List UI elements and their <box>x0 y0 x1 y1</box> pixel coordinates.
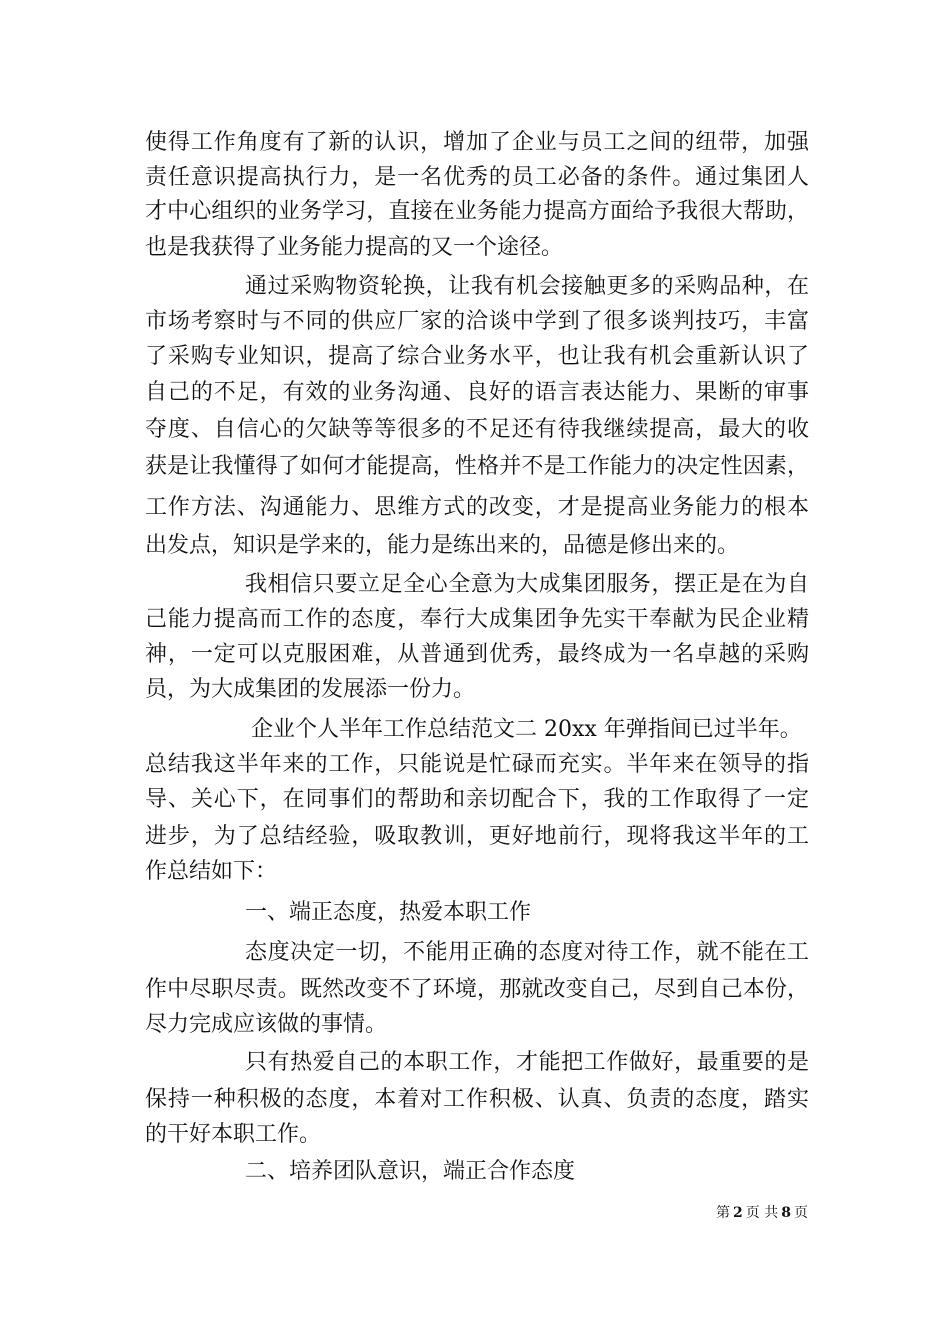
text-line: 作总结如下： <box>145 859 278 884</box>
footer-prefix: 第 <box>716 1205 731 1221</box>
page-footer <box>716 1204 808 1222</box>
text-line: 获是让我懂得了如何才能提高，性格并不是工作能力的决定性因素， <box>145 454 809 479</box>
text-line: 才中心组织的业务学习，直接在业务能力提高方面给予我很大帮助， <box>145 199 809 224</box>
text-line: 员，为大成集团的发展添一份力。 <box>145 677 476 702</box>
text-line: 通过采购物资轮换，让我有机会接触更多的采购品种，在 <box>245 274 809 299</box>
page-total: 8 <box>781 1205 791 1221</box>
text-line: 企业个人半年工作总结范文二 20xx 年弹指间已过半年。 <box>251 717 802 742</box>
text-line: 工作方法、沟通能力、思维方式的改变，才是提高业务能力的根本 <box>145 495 809 520</box>
text-line: 夺度、自信心的欠缺等等很多的不足还有待我继续提高，最大的收 <box>145 417 809 442</box>
text-line: 神，一定可以克服困难，从普通到优秀，最终成为一名卓越的采购 <box>145 642 809 667</box>
text-line: 进步，为了总结经验，吸取教训，更好地前行，现将我这半年的工 <box>145 824 809 849</box>
text-line: 也是我获得了业务能力提高的又一个途径。 <box>145 235 564 260</box>
text-line: 尽力完成应该做的事情。 <box>145 1012 388 1037</box>
page-number: 2 <box>733 1205 743 1221</box>
text-line: 的干好本职工作。 <box>145 1122 322 1147</box>
text-line: 出发点，知识是学来的，能力是练出来的，品德是修出来的。 <box>145 533 740 558</box>
text-line: 了采购专业知识，提高了综合业务水平，也让我有机会重新认识了 <box>145 344 809 369</box>
section-heading: 一、端正态度，热爱本职工作 <box>245 900 532 925</box>
text-line: 导、关心下，在同事们的帮助和亲切配合下，我的工作取得了一定 <box>145 787 809 812</box>
text-line: 使得工作角度有了新的认识，增加了企业与员工之间的纽带，加强 <box>145 130 809 155</box>
text-line: 只有热爱自己的本职工作，才能把工作做好，最重要的是 <box>245 1050 809 1075</box>
text-line: 保持一种积极的态度，本着对工作积极、认真、负责的态度，踏实 <box>145 1087 809 1112</box>
text-line: 己能力提高而工作的态度，奉行大成集团争先实干奉献为民企业精 <box>145 607 809 632</box>
text-line: 自己的不足，有效的业务沟通、良好的语言表达能力、果断的审事 <box>145 380 809 405</box>
footer-middle: 页 共 <box>745 1205 779 1221</box>
text-line: 市场考察时与不同的供应厂家的洽谈中学到了很多谈判技巧，丰富 <box>145 309 809 334</box>
text-line: 我相信只要立足全心全意为大成集团服务，摆正是在为自 <box>245 572 809 597</box>
text-line: 作中尽职尽责。既然改变不了环境，那就改变自己，尽到自己本份， <box>145 977 809 1002</box>
text-line: 总结我这半年来的工作，只能说是忙碌而充实。半年来在领导的指 <box>145 752 809 777</box>
footer-suffix: 页 <box>794 1205 808 1221</box>
section-heading: 二、培养团队意识，端正合作态度 <box>245 1159 576 1184</box>
text-line: 责任意识提高执行力，是一名优秀的员工必备的条件。通过集团人 <box>145 165 809 190</box>
text-line: 态度决定一切，不能用正确的态度对待工作，就不能在工 <box>245 940 809 965</box>
